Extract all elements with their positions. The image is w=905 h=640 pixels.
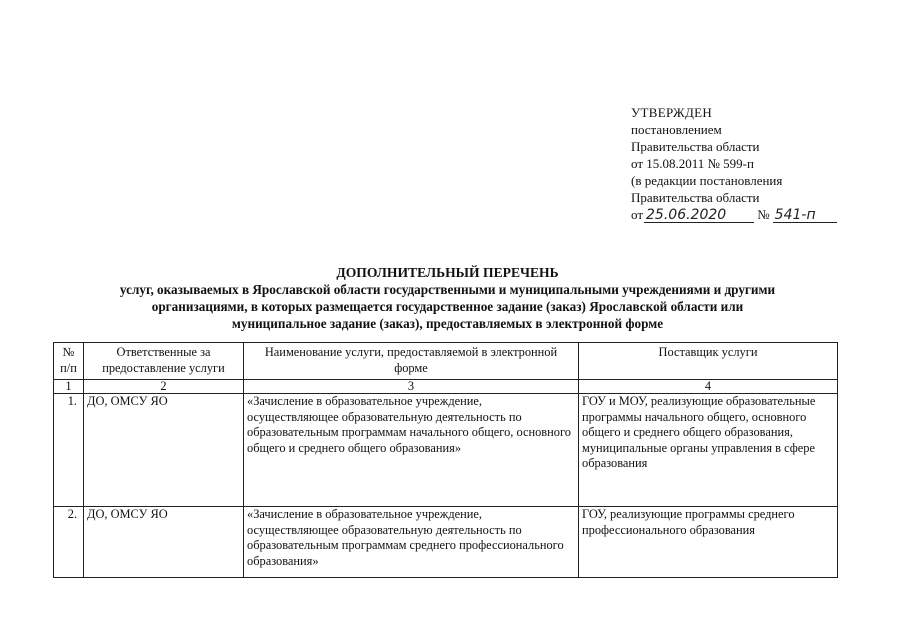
table-header-row [54,343,838,380]
column-number: 3 [244,380,579,394]
column-number: 2 [84,380,244,394]
number-sign: № [757,207,770,222]
row-responsible: ДО, ОМСУ ЯО [84,394,244,507]
row-provider: ГОУ, реализующие программы среднего профессионального образования [579,507,838,578]
header-provider: Поставщик услуги [579,343,838,380]
table-row [54,507,838,578]
handwritten-number: 541-п [773,208,837,223]
header-number: № п/п [54,343,84,380]
column-number-row [54,380,838,394]
document-heading [40,264,855,332]
header-service-name: Наименование услуги, предоставляемой в электронной форме [244,343,579,380]
approval-line: постановлением [631,122,722,137]
approval-line: Правительства области [631,190,760,205]
approval-stamp [631,104,837,223]
column-number: 1 [54,380,84,394]
document-subtitle-line: муниципальное задание (заказ), предоставляемых в электронной форме [231,316,664,331]
row-number: 1. [54,394,84,507]
row-number: 2. [54,507,84,578]
approval-last-line [631,206,837,223]
header-responsible: Ответственные за предоставление услуги [84,343,244,380]
document-title: ДОПОЛНИТЕЛЬНЫЙ ПЕРЕЧЕНЬ [336,265,559,280]
document-subtitle-line: услуг, оказываемых в Ярославской области государственными и муниципальными учреждениями и другими [119,282,776,297]
approval-line: Правительства области [631,139,760,154]
approval-from-prefix: от [631,207,644,222]
row-provider: ГОУ и МОУ, реализующие образовательные программы начального общего, основного общего и среднего общего образования, муниципальные органы управления в сфере образования [579,394,838,507]
approval-line: (в редакции постановления [631,173,783,188]
row-service-name: «Зачисление в образовательное учреждение, осуществляющее образовательную деятельность по образовательным программам среднего профессионального образования» [244,507,579,578]
handwritten-date: 25.06.2020 [644,208,754,223]
document-subtitle-line: организациями, в которых размещается государственное задание (заказ) Ярославской области или [151,299,744,314]
row-service-name: «Зачисление в образовательное учреждение, осуществляющее образовательную деятельность по образовательным программам начального общего, основного общего и среднего общего образования» [244,394,579,507]
services-table [53,342,838,578]
row-responsible: ДО, ОМСУ ЯО [84,507,244,578]
column-number: 4 [579,380,838,394]
approval-line: от 15.08.2011 № 599-п [631,156,754,171]
approval-line: УТВЕРЖДЕН [631,105,713,120]
table-row [54,394,838,507]
